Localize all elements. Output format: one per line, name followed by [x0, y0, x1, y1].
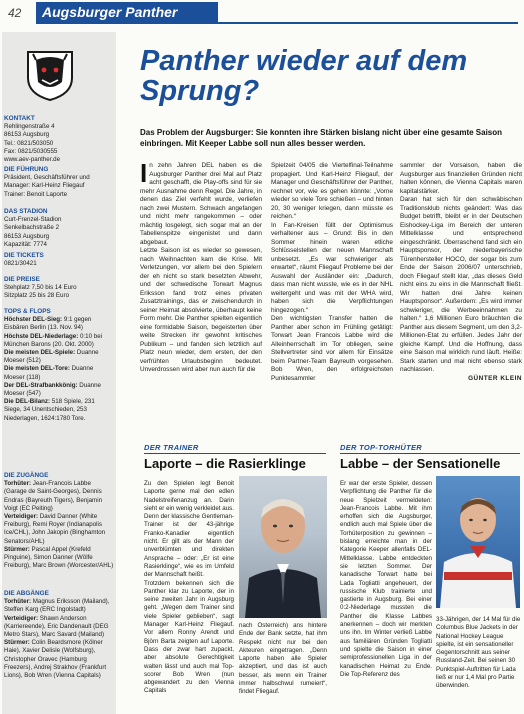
preise-text: Stehplatz 7,50 bis 14 Euro Sitzplatz 25 bis 28 Euro — [4, 284, 77, 300]
sidebar-fuehrung — [4, 166, 114, 199]
goalie-photo — [436, 476, 520, 608]
article-column-2 — [271, 162, 393, 432]
goalie-label: DER TOP-TORHÜTER — [340, 443, 423, 452]
page-number: 42 — [8, 6, 22, 20]
zugaenge-item: Stürmer: Pascal Appel (Krefeld Pinguine), Simon Danner (Wölfe Freiburg), Marc Brown (Worcester/AHL) — [4, 545, 114, 570]
tops-item: Die meisten DEL-Spiele: Duanne Moeser (512) — [4, 349, 99, 365]
kontakt-heading: KONTAKT — [4, 115, 35, 122]
fuehrung-heading: DIE FÜHRUNG — [4, 166, 49, 173]
article-author: GÜNTER KLEIN — [468, 374, 522, 382]
zugaenge-item: Torhüter: Jean-Francois Labbe (Garage de Saint-Georges), Dennis Endras (Bayreuth Tigers), Benjamin Voigt (EC Peiting) — [4, 480, 103, 512]
stadion-text: Curt-Frenzel-Stadion Senkelbachstraße 2 86153 Augsburg Kapazität: 7774 — [4, 216, 62, 248]
drop-cap: I — [140, 158, 148, 188]
header-rule — [218, 22, 518, 24]
tickets-text: 0821/30421 — [4, 260, 37, 268]
tops-item: Die DEL-Bilanz: 518 Spiele, 231 Siege, 34 Unentschieden, 253 Niederlagen, 1624:1780 Tore. — [4, 398, 95, 422]
sidebar-zugaenge — [4, 472, 114, 570]
tickets-heading: DIE TICKETS — [4, 252, 44, 259]
trainer-rule — [144, 453, 326, 454]
trainer-text-2: nach Österreich) ans hintere Ende der Bank setzte, hat ihm Respekt nicht nur bei den Akteuren eingetragen. „Denn Laporte haben alle Spieler akzeptiert, und das ist auch besser, als wenn ein Trainer immer halbschwul rumeiert“, findet Fliegauf. — [239, 622, 327, 696]
article-column-1 — [140, 158, 262, 432]
sidebar-kontakt — [4, 115, 114, 164]
trainer-title: Laporte – die Rasierklinge — [144, 456, 306, 471]
trainer-column-2 — [239, 622, 327, 710]
zugaenge-item: Verteidiger: David Danner (White Freiburg), Remi Royer (Indianapolis Ice/CHL), John Jakopin (Binghamton Senators/AHL) — [4, 513, 106, 545]
column-3-text: sammler der Vorsaison, haben die Augsburger aus finanziellen Gründen nicht halten können, die Vienna Capitals waren kapitalstärker. Daran hat sich für den schwäbischen Traditionsklub nichts geändert: Was das Budget betrifft, bleibt er in der Deutschen Eishockey-Liga im Bereich der unteren Mittelklasse und entsprechend eingeschränkt. Überraschend fand sich ein Hauptsponsor, der niederbayerische Türenhersteller HOCO, der sogar bis zum Ende der Saison 2006/07 unterschrieb, doch Fliegauf stellt klar, „das dieses Geld nicht eins zu eins in die Mannschaft fließt. Wir hatten drei Jahre keinen Hauptsponsor“. Außerdem: „Es wird immer schwieriger, die Werbeeinnahmen zu halten.“ 1,6 Millionen Euro bräuchten die Panther aus diesem Segment, um den 3,2-Millionen-Etat zu erfüllen. Jedes Jahr der gleiche Kampf. Und die Hoffnung, dass eine Saison mal wirklich rund läuft. Heiße: Stark starten und mal nicht ebenso stark nachlassen. — [400, 162, 522, 373]
column-2-text: Spielzeit 04/05 die Viertelfinal-Teilnahme propagiert. Und Karl-Heinz Fliegauf, der Manager und Geschäftsführer der Panther, rechnet vor, wie es gehen könnte: „Vorne wieder so viele Tore schießen – und hinten 20, 30 weniger kriegen, dann müsste es reichen.“ In Fan-Kreisen füllt der Optimismus verhaltener aus – Grund: Bis in den Sommer hinein waren etliche Schlüsselstellen der neuen Mannschaft unbesetzt. „Es war schwieriger als erwartet“, räumt Fliegauf Probleme bei der Auswahl der Ausländer ein: „Dadurch, dass man nicht wusste, wie es in der NHL weitergeht und was mit der WHA wird, haben sich die Verpflichtungen hingezogen.“ Den wichtigsten Transfer hatten die Panther aber schon im Frühling getätigt: Torwart Jean Francois Labbe wird die Alleinherrschaft im Tor obliegen, seine Stellvertreter sind vor allem für Einsätze beim Partner-Team Bayreuth vorgesehen. Bob Wren, den erfolgreichsten Punktesammler — [271, 162, 393, 382]
stadion-heading: DAS STADION — [4, 208, 48, 215]
goalie-title: Labbe – der Sensationelle — [340, 456, 501, 471]
column-1-text: n zehn Jahren DEL haben es die Augsburger Panther drei Mal auf Platz acht geschafft, die Play-offs sind für sie mehr Ausnahme denn Regel. Die Jahre, in denen das Ziel verfehlt wurde, verliefen nach zwei Mustern. Schwach angefangen und nicht mehr rangekommen – oder mächtig losgelegt, sich sogar mal an der Tabellenspitze eingenistet und dann abgebaut. Letzte Saison ist es wieder so gewesen, nach Weihnachten kam die Krise. Mit Verletzungen, vor allem bei den Spielern der eh nicht so stark besetzten Abwehr, und der schwedische Torwart Magnus Eriksson fand trotz eines privaten Zusatztrainings, das er zwischendurch in seiner Heimat absolvierte, überhaupt keine Form mehr. Die Panther spielten eigentlich eine formidable Saison, begeisterten über weite Strecken ihr gewohnt kritisches Publikum – und fanden sich letztlich auf Platz neun wieder, dem ersten, der den verfrühten Urlaubsbeginn bedeutet. Unverdrossen wird aber nun auch für die — [140, 162, 262, 373]
zugaenge-heading: DIE ZUGÄNGE — [4, 472, 49, 479]
sidebar-stadion — [4, 208, 114, 249]
trainer-column-1 — [144, 480, 234, 714]
sidebar-abgaenge — [4, 590, 114, 680]
goalie-column-1 — [340, 480, 432, 714]
abgaenge-item: Stürmer: Colin Beardsmore (Kölner Haie), Xavier Delisle (Wolfsburg), Christopher Oravec (Hamburg Freezers), Andrej Strakhov (Frankfurt Lions), Bob Wren (Vienna Capitals) — [4, 639, 107, 680]
goalie-rule — [340, 453, 520, 454]
article-lead: Das Problem der Augsburger: Sie konnten ihre Stärken bislang nicht über eine gesamte Saison einbringen. Mit Keeper Labbe soll nun alles besser werden. — [140, 128, 503, 148]
preise-heading: DIE PREISE — [4, 276, 40, 283]
tops-heading: TOPS & FLOPS — [4, 308, 51, 315]
article-column-3 — [400, 162, 522, 432]
trainer-text-1: Zu den Spielen legt Benoit Laporte gerne mal den edlen Nadelstreifenanzug an. Darin sieht er ein wenig verkleidet aus. Denn der klassische Gentleman-Trainer ist der 43-jährige Franko-Kanadier eigentlich nicht. Er gilt als der Mann der unverblümten und direkten Ansprache – oder: „Er ist eine Rasierklinge“, wie es im Umfeld der Mannschaft heißt. Trotzdem bekennen sich die Panther klar zu Laporte, der in seine zweiten Jahr in Augsburg geht. „Wegen dem Trainer sind viele Spieler geblieben“, sagt Manager Karl-Heinz Fliegauf. Vor allem Ronny Arendt und Björn Barta zeigten auf Laporte. Dass der zwar hart zupackt, aber absolute Gerechtigkeit walten lässt und auch mal Top-scorer Bob Wren (nun abgewandert zu den Vienna Capitals — [144, 480, 234, 695]
kontakt-text: Rehlingenstraße 4 86153 Augsburg Tel.: 0821/503050 Fax: 0821/5030555 www.aev-panther.de — [4, 123, 61, 164]
abgaenge-heading: DIE ABGÄNGE — [4, 590, 49, 597]
fuehrung-text: Präsident, Geschäftsführer und Manager: Karl-Heinz Fliegauf Trainer: Benoit Laporte — [4, 174, 90, 198]
panther-logo-icon — [22, 46, 78, 102]
sidebar-tickets — [4, 252, 114, 268]
article-headline: Panther wieder auf dem Sprung? — [140, 45, 468, 107]
goalie-caption: 33-Jährigen, der 14 Mal für die Columbus Blue Jackets in der National Hockey League spielte, ist ein sensationeller Gegentorschnitt aus seiner Russland-Zeit. Bei seinen 30 Punktspiel-Auftritten für Lada ließ er nur 1,4 Mal pro Partie überwinden. — [436, 616, 521, 690]
section-title: Augsburger Panther — [42, 4, 178, 20]
abgaenge-item: Verteidiger: Shawn Anderson (Karriereende), Eric Dandenault (DEG Metro Stars), Marc Savard (Mailand) — [4, 614, 109, 639]
sidebar-tops-flops — [4, 308, 114, 423]
trainer-label: DER TRAINER — [144, 443, 199, 452]
goalie-text-1: Er war der erste Spieler, dessen Verpflichtung die Panther für die neue Spielzeit vermeldeten: Jean-Francois Labbe. Mit ihm erhoffen sich die Augsburger, endlich auch mal Spiele über die Torhüterposition zu gewinnen – bislang erreichte man in der Kategorie Keeper allenfalls DEL-Mittelklasse. Labbe entdeckten sie letzten Sommer. Der kanadische Torwart hatte bei Lada Togliatti angeheuert, der russische Klub trainierte und gastierte in Augsburg. Bei einer 0:2-Niederlage mussten die Panther die Klasse Labbes anerkennen – doch wir merkten uns ihn. Im Winter verließ Labbe aus familiären Gründen Togliatti und spielte die Saison in einer semiprofessionellen Liga in der kanadischen Heimat zu Ende. Die Top-Referenz des — [340, 480, 432, 678]
tops-item: Höchste DEL-Niederlage: 0:10 bei München Barons (20. Okt. 2000) — [4, 332, 103, 348]
trainer-photo — [239, 476, 327, 618]
sidebar-preise — [4, 276, 114, 301]
tops-item: Höchster DEL-Sieg: 9:1 gegen Eisbären Berlin (13. Nov. 94) — [4, 316, 92, 332]
tops-item: Die meisten DEL-Tore: Duanne Moeser (118) — [4, 365, 94, 381]
tops-item: Der DEL-Strafbankkönig: Duanne Moeser (547) — [4, 381, 101, 398]
abgaenge-item: Torhüter: Magnus Eriksson (Mailand), Steffen Karg (ERC Ingolstadt) — [4, 598, 110, 614]
